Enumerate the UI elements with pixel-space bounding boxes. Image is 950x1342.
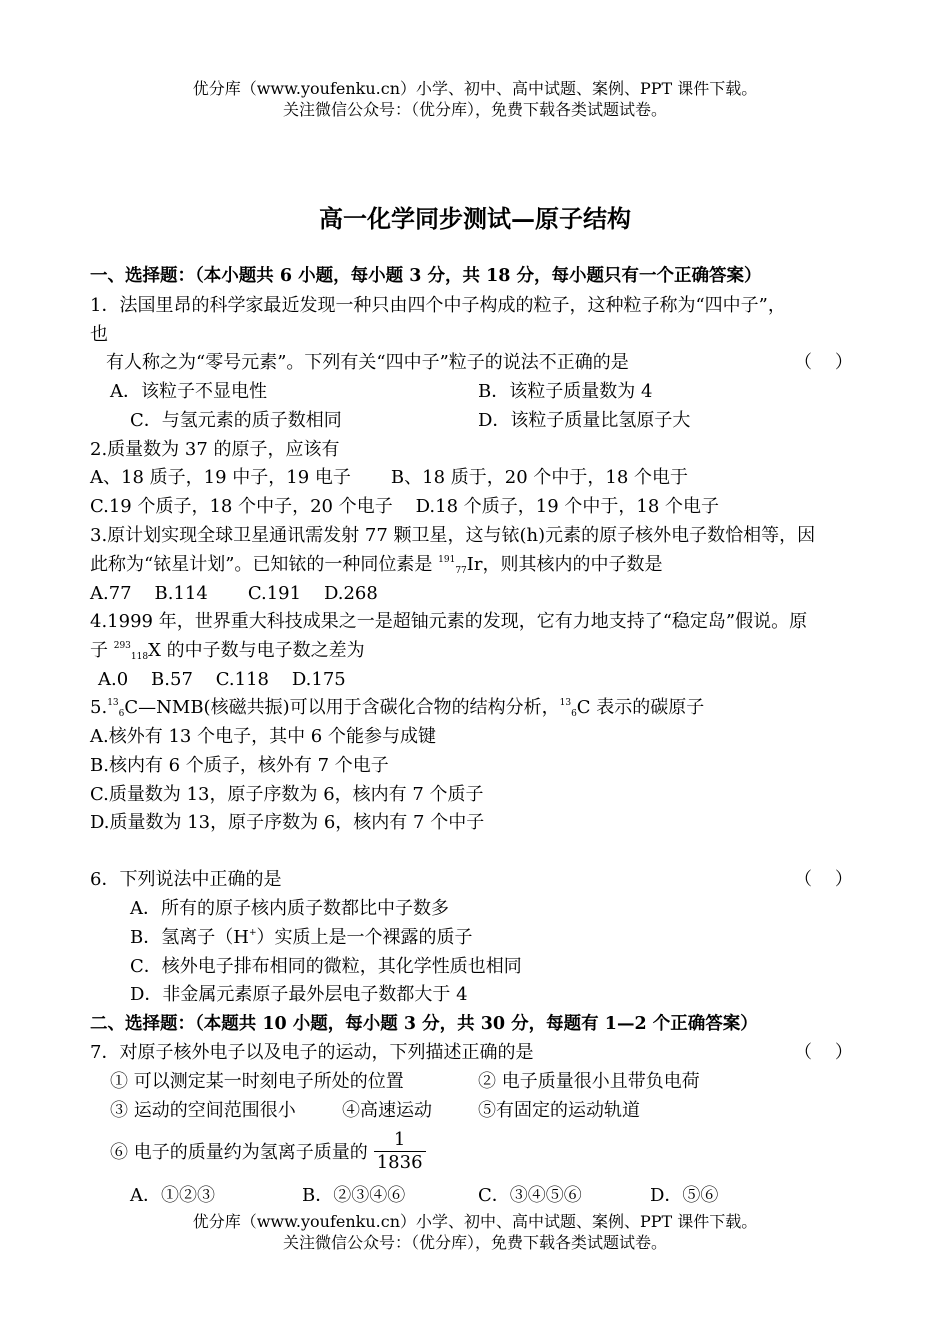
q5-atomic-number: 6 <box>118 709 125 719</box>
q2-options-ab: A、18 质子，19 中子，19 电子 B、18 质于，20 个中于，18 个电于 <box>90 467 689 488</box>
q7-statement-3: ③ 运动的空间范围很小 <box>110 1100 296 1121</box>
q5-option-c: C.质量数为 13，原子序数为 6，核内有 7 个质子 <box>90 784 484 805</box>
q6-option-b: B．氢离子（H+）实质上是一个裸露的质子 <box>130 927 473 948</box>
q7-statement-6: ⑥ 电子的质量约为氢离子质量的 $\frac{1}{1836}$ <box>110 1130 426 1176</box>
q3-stem-line-2: 此称为“铱星计划”。已知铱的一种同位素是 $^{191}_{77}$Ir，则其核内的中子数是 <box>90 554 663 576</box>
q4-stem-line-1: 4.1999 年，世界重大科技成果之一是超铀元素的发现，它有力地支持了“稳定岛”假说。原 <box>90 611 808 632</box>
q4-atomic-number: 118 <box>130 652 149 662</box>
page-title: 高一化学同步测试—原子结构 <box>319 204 631 233</box>
q5-atomic-number-2: 6 <box>571 709 577 719</box>
q3-atomic-number: 77 <box>455 566 467 576</box>
header-line-1: 优分库（www.youfenku.cn）小学、初中、高中试题、案例、PPT 课件下载。 <box>192 79 758 98</box>
q4-options: A.0 B.57 C.118 D.175 <box>98 669 346 690</box>
q1-option-b: B．该粒子质量数为 4 <box>478 381 653 402</box>
q1-answer-blank: （ ） <box>794 352 853 373</box>
q7-option-c: C．③④⑤⑥ <box>478 1185 582 1206</box>
q6-charge-sup: + <box>248 928 257 938</box>
q2-stem: 2.质量数为 37 的原子，应该有 <box>90 439 340 460</box>
mass-ratio-fraction: $\frac{1}{1836}$ <box>374 1129 426 1174</box>
q1-option-c: C．与氢元素的质子数相同 <box>130 410 342 431</box>
q1-stem-line-1: 1．法国里昂的科学家最近发现一种只由四个中子构成的粒子，这种粒子称为“四中子”， <box>90 295 786 316</box>
q7-statement-1: ① 可以测定某一时刻电子所处的位置 <box>110 1071 404 1092</box>
q5-option-a: A.核外有 13 个电子，其中 6 个能参与成键 <box>90 726 436 747</box>
q4-stem-line-2: 子 $^{293}_{118}$X 的中子数与电子数之差为 <box>90 640 365 662</box>
q5-stem: $5.13_6C—NMB$(核磁共振)可以用于含碳化合物的结构分析，$^{13}_6$C 表示的碳原子 <box>90 697 705 719</box>
section-1-heading: 一、选择题：（本小题共 6 小题，每小题 3 分，共 18 分，每小题只有一个正确答案） <box>90 266 762 286</box>
q5-mass-number: 13 <box>107 698 119 708</box>
q7-statement-5: ⑤有固定的运动轨道 <box>478 1100 640 1121</box>
q3-stem-line-1: 3.原计划实现全球卫星通讯需发射 77 颗卫星，这与铱(h)元素的原子核外电子数恰相等，因 <box>90 525 816 546</box>
q5-mass-number-2: 13 <box>559 698 572 708</box>
q2-options-cd: C.19 个质子，18 个中子，20 个电子 D.18 个质子，19 个中于，18 个电子 <box>90 496 720 517</box>
q1-option-a: A．该粒子不显电性 <box>110 381 267 402</box>
footer-line-2: 关注微信公众号：（优分库），免费下载各类试题试卷。 <box>282 1233 667 1252</box>
q7-option-b: B．②③④⑥ <box>302 1185 406 1206</box>
q7-statement-2: ② 电子质量很小且带负电荷 <box>478 1071 700 1092</box>
q6-option-d: D．非金属元素原子最外层电子数都大于 4 <box>130 984 468 1005</box>
q6-option-a: A．所有的原子核内质子数都比中子数多 <box>130 898 449 919</box>
q7-option-a: A．①②③ <box>130 1185 215 1206</box>
q1-stem-line-2: 有人称之为“零号元素”。下列有关“四中子”粒子的说法不正确的是 <box>106 352 629 373</box>
footer-line-1: 优分库（www.youfenku.cn）小学、初中、高中试题、案例、PPT 课件下载。 <box>192 1212 758 1231</box>
q7-statement-4: ④高速运动 <box>342 1100 432 1121</box>
q5-option-d: D.质量数为 13，原子序数为 6，核内有 7 个中子 <box>90 812 485 833</box>
section-2-heading: 二、选择题：（本题共 10 小题，每小题 3 分，共 30 分，每题有 1—2 个正确答案） <box>90 1014 758 1034</box>
q3-options: A.77 B.114 C.191 D.268 <box>90 583 378 604</box>
q6-option-c: C．核外电子排布相同的微粒，其化学性质也相同 <box>130 956 522 977</box>
header-line-2: 关注微信公众号：（优分库），免费下载各类试题试卷。 <box>282 100 667 119</box>
q7-stem: 7．对原子核外电子以及电子的运动，下列描述正确的是 <box>90 1042 534 1063</box>
q1-option-d: D．该粒子质量比氢原子大 <box>478 410 691 431</box>
q4-mass-number: 293 <box>113 641 131 651</box>
q5-option-b: B.核内有 6 个质子，核外有 7 个电子 <box>90 755 389 776</box>
q3-mass-number: 191 <box>438 555 456 565</box>
q6-answer-blank: （ ） <box>794 869 853 890</box>
q7-option-d: D．⑤⑥ <box>650 1185 719 1206</box>
q6-stem: 6．下列说法中正确的是 <box>90 869 282 890</box>
q7-answer-blank: （ ） <box>794 1042 853 1063</box>
q1-stem-line-1-wrap: 也 <box>90 324 108 345</box>
